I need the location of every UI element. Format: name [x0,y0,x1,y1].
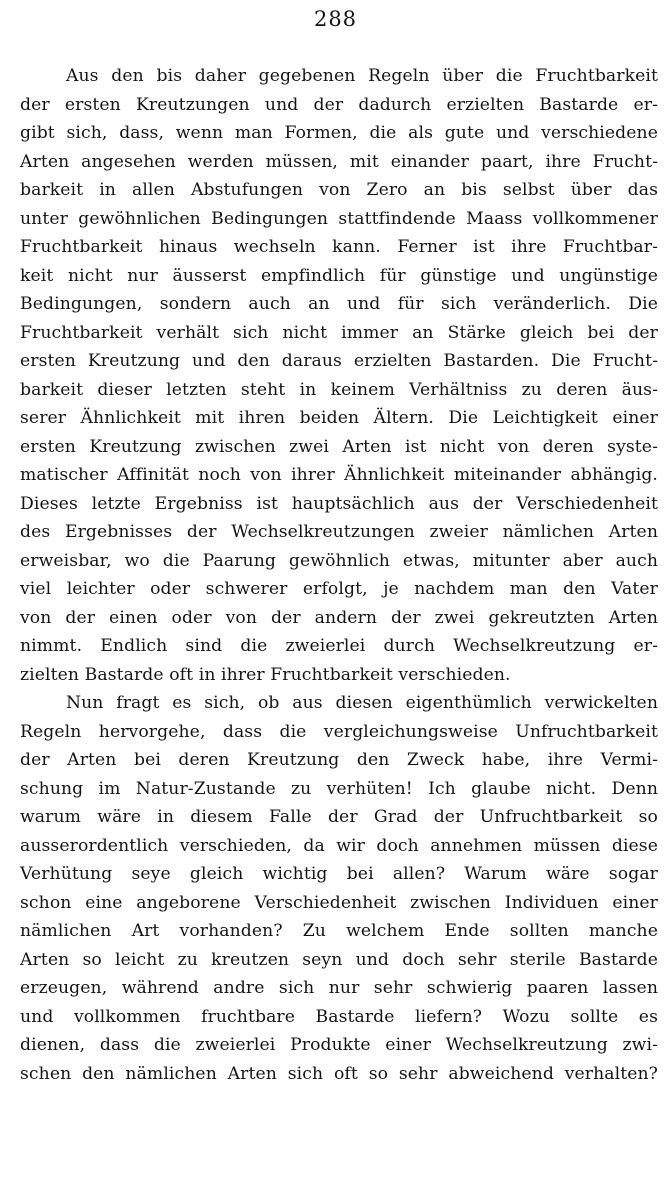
paragraph-1 [20,62,658,689]
text-line: matischer Affinität noch von ihrer Ähnlichkeit miteinander abhängig. [20,465,658,485]
text-line: Dieses letzte Ergebniss ist hauptsächlich aus der Verschiedenheit [20,493,658,514]
text-line: viel leichter oder schwerer erfolgt, je nachdem man den Vater [20,579,658,599]
text-line: warum wäre in diesem Falle der Grad der Unfruchtbarkeit so [20,807,658,827]
text-line: Aus den bis daher gegebenen Regeln über die Fruchtbarkeit [66,66,658,86]
text-line: Arten angesehen werden müssen, mit einander paart, ihre Frucht- [20,151,658,172]
body-text [20,62,658,1088]
text-line: schung im Natur-Zustande zu verhüten! Ich glaube nicht. Denn [20,778,658,799]
text-line: erzeugen, während andre sich nur sehr schwierig paaren lassen [20,978,658,998]
text-line: Fruchtbarkeit verhält sich nicht immer an Stärke gleich bei der [20,322,658,343]
text-line: Nun fragt es sich, ob aus diesen eigenthümlich verwickelten [66,693,658,713]
page-number: 288 [313,7,358,31]
text-line: und vollkommen fruchtbare Bastarde liefern? Wozu sollte es [20,1006,658,1027]
text-line: schon eine angeborene Verschiedenheit zwischen Individuen einer [20,892,658,913]
text-line: zielten Bastarde oft in ihrer Fruchtbarkeit verschieden. [20,664,511,685]
text-line: ausserordentlich verschieden, da wir doch annehmen müssen diese [20,835,658,856]
text-line: gibt sich, dass, wenn man Formen, die als gute und verschiedene [20,123,658,143]
text-line: ersten Kreutzung zwischen zwei Arten ist nicht von deren syste- [20,436,658,457]
text-line: des Ergebnisses der Wechselkreutzungen zweier nämlichen Arten [20,522,658,542]
text-line: ersten Kreutzung und den daraus erzielten Bastarden. Die Frucht- [20,351,658,371]
text-line: Fruchtbarkeit hinaus wechseln kann. Ferner ist ihre Fruchtbar- [20,237,658,257]
text-line: keit nicht nur äusserst empfindlich für günstige und ungünstige [20,265,658,286]
text-line: schen den nämlichen Arten sich oft so sehr abweichend verhalten? [20,1063,658,1084]
text-line: dienen, dass die zweierlei Produkte einer Wechselkreutzung zwi- [20,1035,658,1055]
text-line: nimmt. Endlich sind die zweierlei durch Wechselkreutzung er- [20,636,658,656]
text-line: Verhütung seye gleich wichtig bei allen? Warum wäre sogar [20,864,658,884]
text-line: der Arten bei deren Kreutzung den Zweck habe, ihre Vermi- [20,750,658,770]
text-line: barkeit in allen Abstufungen von Zero an bis selbst über das [20,180,658,200]
text-line: serer Ähnlichkeit mit ihren beiden Ältern. Die Leichtigkeit einer [20,408,658,428]
text-line: von der einen oder von der andern der zwei gekreutzten Arten [20,607,658,628]
text-line: Regeln hervorgehe, dass die vergleichungsweise Unfruchtbarkeit [20,721,658,742]
paragraph-2 [20,689,658,1088]
text-line: barkeit dieser letzten steht in keinem Verhältniss zu deren äus- [20,379,658,400]
text-line: der ersten Kreutzungen und der dadurch erzielten Bastarde er- [20,94,658,115]
text-line: nämlichen Art vorhanden? Zu welchem Ende sollten manche [20,921,658,941]
text-line: Bedingungen, sondern auch an und für sich veränderlich. Die [20,294,658,314]
text-line: Arten so leicht zu kreutzen seyn und doch sehr sterile Bastarde [20,949,658,970]
text-line: unter gewöhnlichen Bedingungen stattfindende Maass vollkommener [20,208,658,229]
text-line: erweisbar, wo die Paarung gewöhnlich etwas, mitunter aber auch [20,550,658,571]
